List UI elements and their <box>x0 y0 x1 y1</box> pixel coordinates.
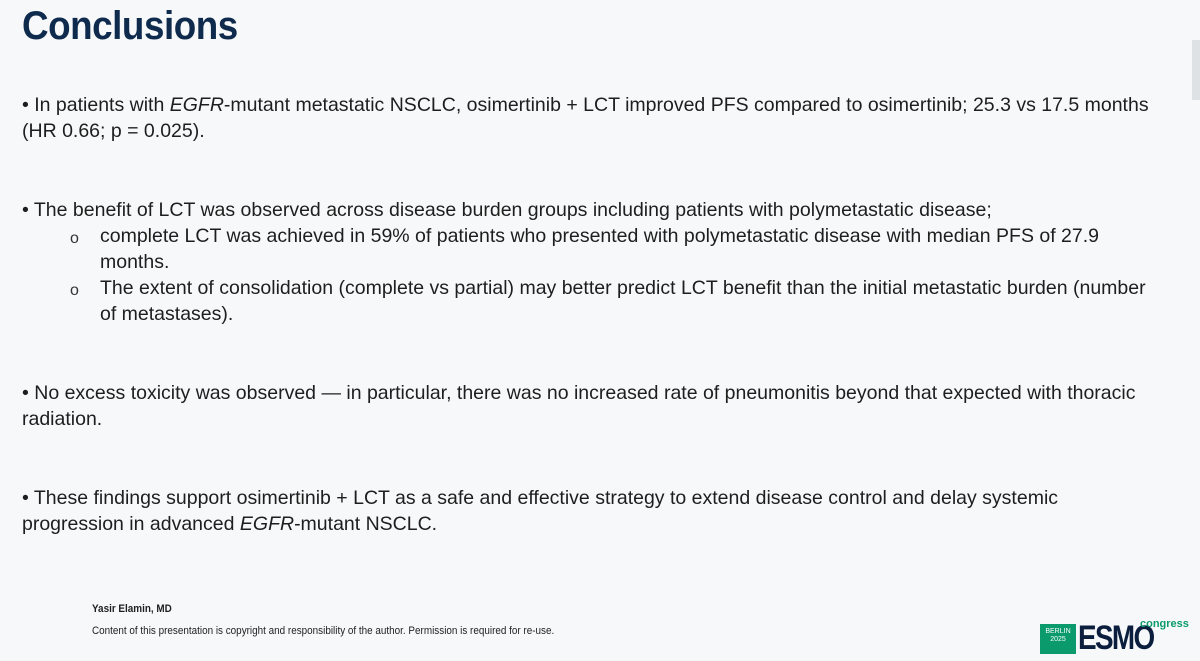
esmo-congress-logo <box>1040 618 1188 658</box>
sub-bullet-consolidation <box>22 275 1162 327</box>
sub-bullet-marker: o <box>70 230 79 247</box>
bullet-strategy-post: -mutant NSCLC. <box>294 513 438 535</box>
bullet-pfs-pre: • In patients with <box>22 94 170 116</box>
bullet-pfs <box>22 92 1162 144</box>
logo-city-badge <box>1040 624 1076 654</box>
bullet-toxicity <box>22 380 1162 432</box>
bullet-toxicity-text: • No excess toxicity was observed — in particular, there was no increased rate of pneumonitis beyond that expected with thoracic radiation. <box>22 382 1136 430</box>
bullet-strategy <box>22 485 1162 537</box>
logo-esmo: ESMO <box>1078 619 1154 657</box>
logo-congress: congress <box>1140 618 1189 630</box>
bullet-strategy-gene: EGFR <box>239 513 295 535</box>
author-name: Yasir Elamin, MD <box>92 603 172 615</box>
bullet-pfs-gene: EGFR <box>169 94 224 116</box>
bullet-pfs-post: -mutant metastatic NSCLC, osimertinib + LCT improved PFS compared to osimertinib; 25.3 vs 17.5 months (HR 0.66; p = 0.025). <box>22 94 1149 142</box>
bullet-strategy-pre: • These findings support osimertinib + LCT as a safe and effective strategy to extend disease control and delay systemic progression in advanced <box>22 487 1059 535</box>
sub-bullet-complete-lct-text: complete LCT was achieved in 59% of patients who presented with polymetastatic disease with median PFS of 27.9 months. <box>100 225 1100 273</box>
bullet-benefit-text: • The benefit of LCT was observed across disease burden groups including patients with polymetastatic disease; <box>22 199 992 221</box>
copyright-notice: Content of this presentation is copyright and responsibility of the author. Permission is required for re-use. <box>92 625 555 637</box>
logo-year: 2025 <box>1050 636 1066 643</box>
bullet-benefit <box>22 197 1162 327</box>
sub-bullet-marker: o <box>70 282 79 299</box>
sub-bullet-complete-lct <box>22 223 1162 275</box>
sub-bullet-consolidation-text: The extent of consolidation (complete vs partial) may better predict LCT benefit than the initial metastatic burden (number of metastases). <box>100 277 1146 325</box>
logo-city: BERLIN <box>1045 628 1071 635</box>
scrollbar[interactable] <box>1192 40 1200 100</box>
slide-title: Conclusions <box>22 4 238 48</box>
